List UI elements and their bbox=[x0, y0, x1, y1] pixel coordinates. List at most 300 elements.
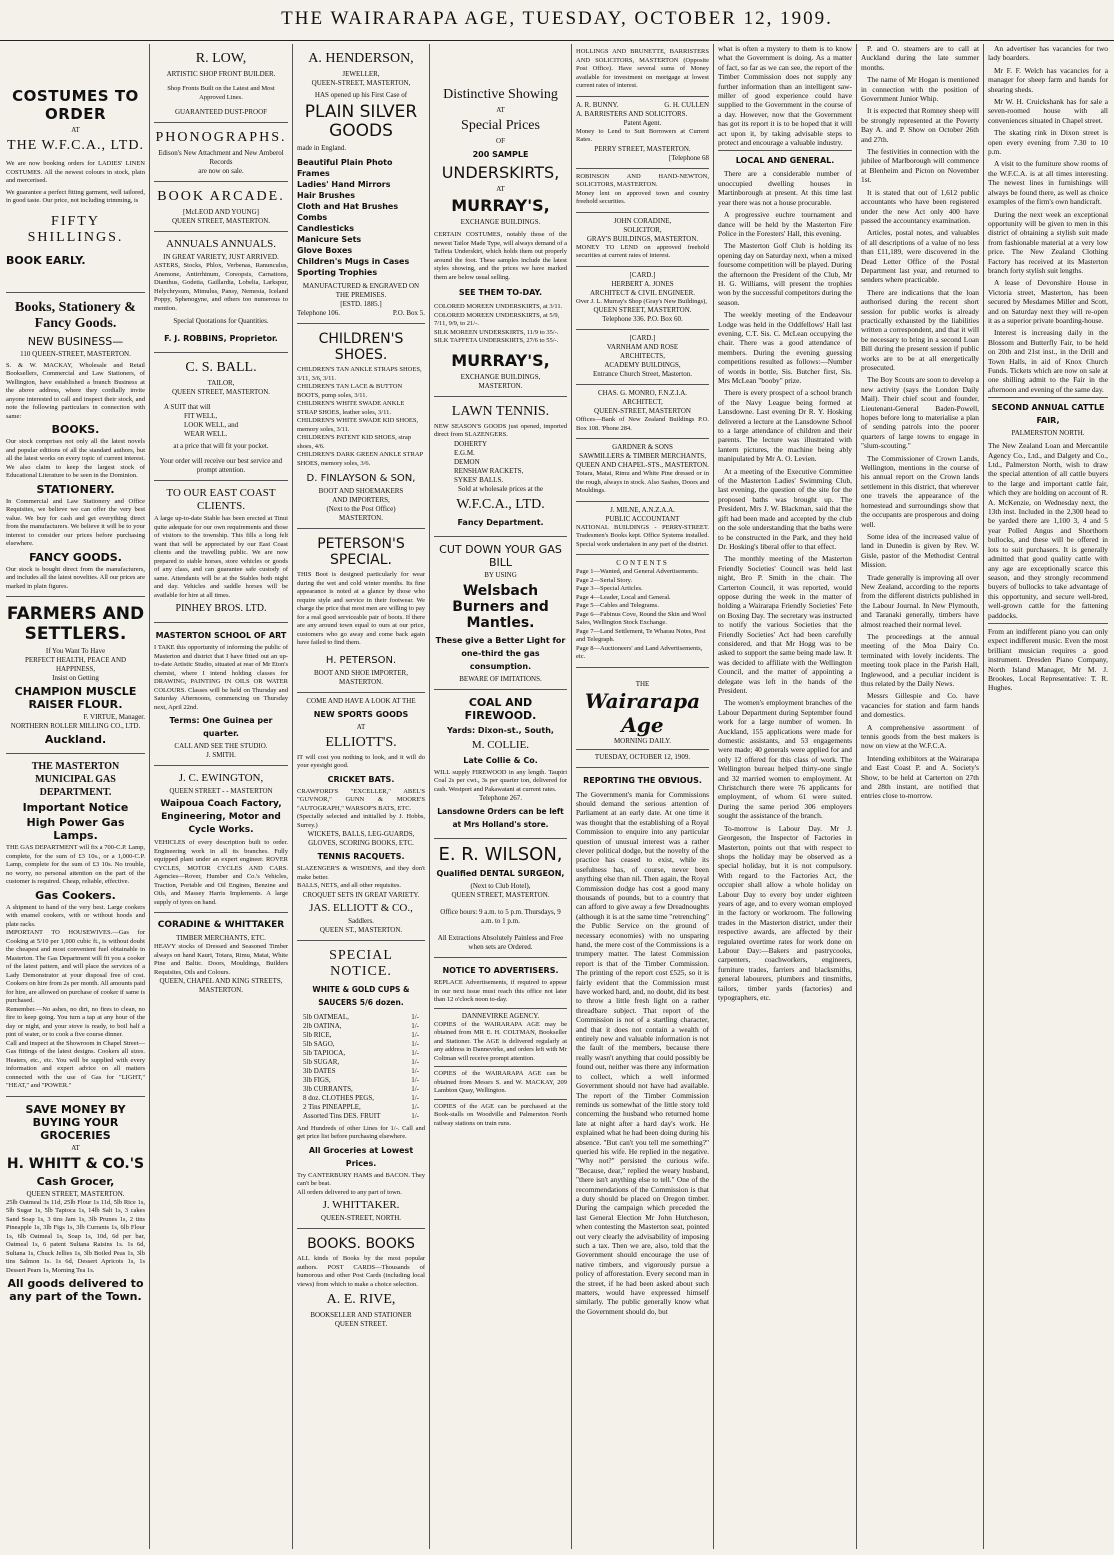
east-title: TO OUR EAST COAST CLIENTS. bbox=[166, 487, 276, 512]
news-item: The weekly meeting of the Endeavour Lodge was held in the Oddfellows' Hall last evening, C.T. Sis. C. McLean occupying the chair. There was a good attendance of members. During the evening guessing competitions resulted as follows:—Number of words in bottle, Sis. Butcher first, Sis. Mrs McLean "booby" prize. bbox=[718, 310, 852, 385]
news-item: The Commissioner of Crown Lands, Wellington, mentions in the course of his annual report on the Crown lands settlement in this district, that wherever one travels the appearance of the homestead and surroundings show that the occupants are prosperous and doing well. bbox=[861, 453, 979, 529]
cattle-body-2: From an indifferent piano you can only expect indifferent music. Even the most brilliant musician requires a good instrument. Dresden Piano Company, North Island Manager, Mr M. J. Brookes, Local Representative: T. R. Hughes. bbox=[988, 626, 1108, 693]
ewington-body: VEHICLES of every description built to order. Engineering work in all its branches. Fully equipped plant under an expert engineer. ROVER CYCLES, MOTOR CYCLES AND CARS. Agencies—Rover, Humber and Co.'s Vehicles, Traction, Portable and Oil Engines, Benzine and Oils, and Massey Harris Implements. A large supply of tyres on hand. bbox=[154, 839, 288, 906]
leader-continued: what is often a mystery to them is to know what the Government is doing. As a matter of fact, so far as we can see, the report of the Timber Commission does not supply any further information than an intelligent saw-miller of good experience could have supplied to the Government in the course of a day. However, now that the Government has got its report it is to be hoped that it will act upon it, by taking advisable steps to protect and encourage a valuable industry. bbox=[718, 44, 852, 148]
special-item-price: 1/- bbox=[411, 1111, 419, 1120]
news-item: The skating rink in Dixon street is open every evening from 7.30 to 10 p.m. bbox=[988, 128, 1108, 157]
special-item-name: 5lb RICE, bbox=[303, 1030, 332, 1039]
special-item-name: Assorted Tins DES. FRUIT bbox=[303, 1111, 381, 1120]
murray-see: SEE THEM TO-DAY. bbox=[458, 288, 543, 297]
elliott-come: COME AND HAVE A LOOK AT THE bbox=[306, 696, 416, 705]
welsbach-ad bbox=[434, 537, 567, 690]
gas-cookers: Gas Cookers. bbox=[35, 888, 116, 902]
varnham-name: VARNHAM AND ROSE bbox=[606, 343, 679, 351]
news-item: The Boy Scouts are soon to develop a new activity (says the London Daily Mail). Their chief scout and founder, Lieutenant-General Baden-Powell, hopes before long to materialise a plan of sending patrols into the poorer quarters of large towns to engage in "slum-scouting." bbox=[861, 375, 979, 451]
gas-call: Call and inspect at the Showroom in Chapel Street—Gas fittings of the latest designs. Cookers all sizes. Heaters, etc., etc. You will be supplied with every information and expert advice on all matters connected with the use of Gas for "LIGHT," "HEAT," and "POWER." bbox=[6, 1039, 145, 1089]
special-item-name: 5lb TAPIOCA, bbox=[303, 1048, 346, 1057]
ball-look: LOOK WELL, and bbox=[184, 421, 239, 429]
murray-at: AT bbox=[496, 106, 505, 114]
news-item: The festivities in connection with the jubilee of Marlborough will commence at Blenheim and Picton on November 1st. bbox=[861, 147, 979, 185]
henderson-goods: PLAIN SILVER GOODS bbox=[304, 102, 418, 141]
news-item: Mr F. F. Welch has vacancies for a manager for sheep farm and hands for shearing sheds. bbox=[988, 65, 1108, 94]
east-coast-ad bbox=[154, 481, 288, 623]
elliott-name: ELLIOTT'S. bbox=[325, 734, 397, 750]
jones-ad bbox=[576, 267, 709, 331]
shoes-title: CHILDREN'S SHOES. bbox=[318, 331, 404, 363]
special-item-price: 1/- bbox=[411, 1012, 419, 1021]
art-title: MASTERTON SCHOOL OF ART bbox=[155, 631, 287, 640]
books-body: S. & W. MACKAY, Wholesale and Retail Booksellers, Commercial and Law Stationers, of Wellington, have established a branch Business at the above address, where they cordially invite anyone interested to call and inspect their stock, and note the following particulars in connection with same: bbox=[6, 361, 145, 420]
whitt-addr: QUEEN STREET, MASTERTON. bbox=[26, 1189, 125, 1198]
monro-name: CHAS. G. MONRO, F.N.Z.I.A. bbox=[597, 389, 688, 397]
special-item-name: 5lb OATMEAL, bbox=[303, 1012, 349, 1021]
books-new: NEW BUSINESS— bbox=[27, 334, 124, 348]
paper-the: THE bbox=[635, 679, 650, 688]
special-item-name: 5lb SAGO, bbox=[303, 1039, 335, 1048]
news-item: Trade generally is improving all over New Zealand, according to the reports from the different districts published in the Labour Journal. In New Plymouth, and Taranaki generally, timbers have almost reached their normal level. bbox=[861, 572, 979, 629]
henderson-name: A. HENDERSON, bbox=[308, 51, 414, 66]
finlayson-next: (Next to the Post Office) bbox=[326, 505, 396, 513]
murray-showing: Distinctive Showing bbox=[443, 87, 558, 102]
column-3 bbox=[293, 44, 430, 1549]
gas-beware: BEWARE OF IMITATIONS. bbox=[459, 674, 542, 683]
coradine-whittaker-ad bbox=[154, 913, 288, 1000]
cattle-place: PALMERSTON NORTH. bbox=[1011, 429, 1085, 438]
tennis-item: DOHERTY bbox=[454, 439, 488, 448]
special-item-price: 1/- bbox=[411, 1030, 419, 1039]
monro-trade: ARCHITECT, bbox=[622, 398, 663, 406]
peterson-title: PETERSON'S SPECIAL. bbox=[317, 536, 405, 568]
elliott-tennis: TENNIS RACQUETS. bbox=[317, 852, 405, 861]
elliott-bats: CRAWFORD'S "EXCELLER," ABEL'S "GUVNOR," GUNN & MOORE'S "AUTOGRAPH," WARSOP'S BATS, ETC. bbox=[297, 787, 425, 812]
rive-body: ALL kinds of Books by the most popular authors. POST CARDS—Thousands of humorous and other Post Cards (including local views) from which to make a choice selection. bbox=[297, 1255, 425, 1288]
ball-name: C. S. BALL. bbox=[185, 360, 257, 375]
leader-article bbox=[576, 768, 709, 1317]
gas-notice: Important Notice bbox=[22, 801, 129, 814]
low-trade: ARTISTIC SHOP FRONT BUILDER. bbox=[166, 70, 276, 78]
murray-at2: AT bbox=[496, 185, 505, 193]
card-1: [CARD.] bbox=[629, 270, 656, 279]
cattle-title: SECOND ANNUAL CATTLE FAIR, bbox=[991, 403, 1105, 426]
paper-morning: MORNING DAILY. bbox=[613, 736, 672, 745]
special-price-row bbox=[303, 1040, 419, 1049]
robinson-money: Money lent on approved town and country freehold securities. bbox=[576, 189, 709, 205]
local-news-continued-2 bbox=[988, 44, 1108, 394]
books-title: Books, Stationery & Fancy Goods. bbox=[15, 299, 136, 331]
elliott-new: NEW SPORTS GOODS bbox=[313, 709, 409, 719]
coradine-body: HEAVY stocks of Dressed and Seasoned Timber always on hand Kauri, Totara, Rimu, Matai, White Pine and Baltic. Doors, Mouldings, Builders Requisites, Oils and Colours. bbox=[154, 943, 288, 976]
bunny-tel: [Telephone 68 bbox=[668, 153, 709, 162]
henderson-box: P.O. Box 5. bbox=[392, 309, 425, 317]
paper-date: TUESDAY, OCTOBER 12, 1909. bbox=[594, 752, 691, 761]
tennis-item: E.G.M. bbox=[454, 448, 475, 457]
gas-housewives: IMPORTANT TO HOUSEWIVES.—Gas for Cooking at 5/10 per 1,000 cubic ft., is without doubt the cheapest and most convenient fuel obtainable in Masterton. The Gas Department will fit you a cooker of the latest pattern, and will place the services of a Lady Demonstrator at your disposal free of cost. Cookers on hire from 2s per month. All amounts paid for hire, are allowed on purchase of cooker if same is purchased. bbox=[6, 929, 146, 1004]
tennis-item: DEMON bbox=[454, 457, 480, 466]
special-price-row bbox=[303, 1058, 419, 1067]
ewington-addr: QUEEN STREET - - MASTERTON bbox=[169, 787, 273, 795]
elliott-at: AT bbox=[356, 722, 366, 731]
leader-body: The Government's mania for Commissions should demand the serious attention of Parliament at an early date. At one time it was thought that the establishing of a Royal Commission to enquire into any particular question of unusual interest was a rather clever political dodge, but the novelty of the practice has ceased to exist, while its usefulness has, of course, never been anything else than nil. Then again, the Royal Commission dodge has cost a good many thousands of pounds, but to a country that can afford to give away a few Dreadnoughts (although it is at the same time "retrenching" the Public Service on the ground of necessary economies) with no unsparing hand, the mere cost of the Commissions is a trumpery matter. The latest Commission report is that of the Timber Commission. The printing of the report cost £525, so it is fairly evident that the Commission must have worked hard, and, no doubt, did its best to throw a little fresh light on a rather threadbare subject. That report of the Commission is not of a startling character, and that it does not contain a wealth of entirely new and valuable information is not the fault of the members, because there really wasn't anything that could possibly be found out, neither was there any information to collect, which a well informed Government should not have had available. The report of the Timber Commission reminds us somewhat of the little story told concerning the husband who returned home late at night after a hard day's work. He explained what he had been doing during his absence. "But can't you tell me something?" queried his wife. He replied in the negative. "Why not?" persisted the curious wife. "Because, dear," replied the weary husband, "there isn't anything else to tell." One of the recommendations of the Commission is that a duty should be placed on Oregon timber. During the campaign which preceded the last General Election Mr John Hutcheson, when contesting the Masterton seat, pointed out very clearly the advisability of imposing such a tax. Then we are, also, told that the Government should encourage the use of native timbers, and vigorously pursue a policy of afforestation. Every second man in the street, if he had been asked about such matters, would have expressed himself similarly. The public generally know what the Government should do, but bbox=[576, 789, 709, 1316]
special-item-price: 1/- bbox=[411, 1066, 419, 1075]
special-item-price: 1/- bbox=[411, 1084, 419, 1093]
henderson-estd: [ESTD. 1885.] bbox=[340, 300, 382, 308]
special-price-row bbox=[303, 1103, 419, 1112]
special-item-name: 5lb SUGAR, bbox=[303, 1057, 340, 1066]
shoes-line: CHILDREN'S PATENT KID SHOES, strap shoes, 4/6. bbox=[297, 434, 412, 450]
ball-ad bbox=[154, 353, 288, 481]
whitt-at: AT bbox=[71, 1143, 80, 1152]
monro-addr: QUEEN-STREET, MASTERTON bbox=[594, 407, 691, 415]
tennis-body: NEW SEASON'S GOODS just opened, imported direct from SLAZENGERS. bbox=[434, 422, 567, 438]
arcade-addr: QUEEN STREET, MASTERTON. bbox=[171, 217, 271, 225]
bunny-name: A. R. BUNNY. bbox=[576, 100, 619, 109]
news-item: The Masterton Golf Club is holding its opening day on Saturday next, when a mixed foursome competition will be played. During the afternoon the President of the Club, Mr H. G. Williams, will present the trophies won by the successful competitors during the season. bbox=[718, 241, 852, 307]
whitt-delivered: All goods delivered to any part of the Town. bbox=[7, 1277, 144, 1303]
news-item: It is stated that out of 1,612 public accountants who have been registered under the new Act only 400 have passed the accountancy examination. bbox=[861, 187, 979, 225]
hollings: HOLLINGS AND BRUNETTE, BARRISTERS AND SOLICITORS, MASTERTON (Opposite Post Office). Have several sums of Money available for investment on mortgage at lowest current rates of interest. bbox=[576, 48, 709, 89]
murray-exch2: EXCHANGE BUILDINGS, bbox=[460, 372, 541, 381]
news-item: A comprehensive assortment of tennis goods from the best makers is now on view at the W.F.C.A. bbox=[861, 722, 979, 751]
peterson-ad bbox=[297, 529, 425, 693]
coradine-addr: GRAY'S BUILDINGS, MASTERTON. bbox=[586, 234, 699, 243]
farmers-if: If You Want To Have bbox=[45, 647, 106, 655]
coradine-title: CORADINE & WHITTAKER bbox=[157, 920, 285, 930]
news-item: Interest is increasing daily in the Blossom and Butterfly Fair, to be held on 20th and 21st inst., in the Drill and Town Halls, in aid of Knox Church Funds. Tickets which are now on sale at one shilling admit to the Fair in the afternoon and evening of the same day. bbox=[988, 328, 1108, 394]
elliott-cricket: CRICKET BATS. bbox=[327, 774, 395, 784]
special-price-row bbox=[303, 1049, 419, 1058]
special-item-name: 3lb CURRANTS, bbox=[303, 1084, 353, 1093]
tennis-sold: Sold at wholesale prices at the bbox=[458, 484, 543, 493]
elliott-addr: QUEEN ST., MASTERTON. bbox=[319, 925, 403, 934]
lawn-tennis-ad bbox=[434, 397, 567, 537]
murray-name: MURRAY'S, bbox=[451, 196, 550, 215]
special-price-row bbox=[303, 1094, 419, 1103]
news-item: Some idea of the increased value of land in Dunedin is given by Rev. W. Gisle, pastor of the Methodist Central Mission. bbox=[861, 531, 979, 570]
books-heading: BOOKS. bbox=[51, 423, 100, 436]
news-item: Messrs Gillespie and Co. have vacancies for station and farm hands and domestics. bbox=[861, 691, 979, 720]
contents-line: Page 2—Serial Story. bbox=[576, 576, 633, 584]
robinson: ROBINSON AND HAND-NEWTON, SOLICITORS, MASTERTON. bbox=[576, 172, 709, 188]
art-terms: Terms: One Guinea per quarter. bbox=[169, 716, 273, 738]
henderson-item: Beautiful Plain Photo Frames bbox=[297, 158, 393, 178]
special-intro: WHITE & GOLD CUPS & SAUCERS 5/6 dozen. bbox=[312, 984, 410, 1007]
shoes-line: CHILDREN'S WHITE SWADE ANKLE STRAP SHOES, leather soles, 3/11. bbox=[297, 400, 405, 416]
murray-name2: MURRAY'S, bbox=[451, 350, 550, 370]
news-item: Mr W. H. Cruickshank has for sale a seven-roomed house with all conveniences situated in Chapel street. bbox=[988, 97, 1108, 125]
gas-remember: Remember.—No ashes, no dirt, no fires to clean, no fire to keep going. You turn a tap at any hour of the day or night, and your stove is ready, to boil half a pint of water, or to cook a five course dinner. bbox=[6, 1005, 145, 1038]
notice-body: REPLACE Advertisements, if required to appear in our next issue must reach this office not later than 12 o'clock noon to-day. bbox=[434, 979, 567, 1003]
whitt-name: H. WHITT & CO.'S bbox=[6, 1155, 145, 1172]
varnham-entr: Entrance Church Street, Masterton. bbox=[593, 370, 692, 378]
tennis-firm: W.F.C.A., LTD. bbox=[456, 496, 545, 512]
news-item: There are a considerable number of unoccupied dwelling houses in Martinborough at present. At this time last year there was not a house procurable. bbox=[718, 169, 852, 207]
column-5 bbox=[572, 44, 714, 1549]
coradine-money: MONEY TO LEND on approved freehold securities at current rates of interest. bbox=[576, 243, 709, 259]
tennis-title: LAWN TENNIS. bbox=[451, 403, 550, 419]
column-2 bbox=[150, 44, 293, 1549]
leader-title: REPORTING THE OBVIOUS. bbox=[583, 775, 702, 785]
shoes-line: CHILDREN'S TAN ANKLE STRAPS SHOES, 3/11, 3/6, 3/11. bbox=[297, 366, 422, 382]
art-call: CALL AND SEE THE STUDIO. bbox=[174, 742, 268, 750]
pinhey: PINHEY BROS. LTD. bbox=[175, 603, 267, 614]
murray-ad bbox=[434, 44, 567, 397]
milne-body: NATIONAL BUILDINGS - PERRY-STREET. Tradesmen's Books kept. Office Systems installed. Special work undertaken in any part of the district. bbox=[576, 523, 709, 548]
henderson-tel: Telephone 106. bbox=[297, 309, 341, 317]
special-item-price: 1/- bbox=[411, 1102, 419, 1111]
shoes-line: CHILDREN'S WHITE SWADE KID SHOES, memory soles, 3/11. bbox=[297, 417, 419, 433]
art-body: I TAKE this opportunity of informing the public of Masterton and district that I have fitted out an up-to-date Artistic Studio, situated at rear of Mr Eton's chemist, where I intend holding classes for DRAWING, PAINTING IN OILS OR WATER COLOURS. Classes will be held on Thursday and Saturday Afternoons, commencing on Thursday next, April 22nd. bbox=[154, 644, 288, 711]
elliott-balls: BALLS, NETS, and all other requisites. bbox=[297, 882, 401, 889]
murray-line: COLORED MOREEN UNDERSKIRTS, at 5/9, 7/11, 9/9, to 21/-. bbox=[434, 311, 560, 327]
contents-line: Page 3—Special Articles. bbox=[576, 585, 643, 592]
stationery-heading: STATIONERY. bbox=[36, 482, 115, 496]
annuals-quote: Special Quotations for Quantities. bbox=[173, 317, 269, 325]
rive-ad bbox=[297, 1229, 425, 1334]
annuals-sub: IN GREAT VARIETY, JUST ARRIVED. bbox=[163, 253, 279, 261]
special-notice-ad bbox=[297, 941, 425, 1230]
cattle-body: The New Zealand Loan and Mercantile Agency Co., Ltd., and Dalgety and Co., Ltd., Palmerston North, wish to draw the special attention of all cattle buyers to the large and important cattle fair, which they are holding on account of R. A. McKenzie, on Wednesday next, the 13th inst. Included in the 2,300 head to be yarded there are 1,100 3, 4 and 5 year Polled Angus and Shorthorn bullocks, and these will be offered in lots to suit purchasers. It is generally admitted that good quality cattle with any age are exceptionally scarce this season, and they strongly recommend buyers of bullocks to take advantage of this opportunity, and secure well-bred, well-grown cattle for the fattening paddocks. bbox=[988, 441, 1108, 620]
coradine-addr: QUEEN, CHAPEL AND KING STREETS, MASTERTON. bbox=[159, 977, 283, 994]
gas-welsbach: Welsbach Burners and Mantles. bbox=[452, 582, 549, 631]
monro-ad bbox=[576, 385, 709, 439]
art-smith: J. SMITH. bbox=[206, 751, 236, 759]
jones-addr: QUEEN STREET, MASTERTON. bbox=[593, 306, 692, 314]
special-price-row bbox=[303, 1022, 419, 1031]
henderson-item: Cloth and Hat Brushes bbox=[297, 202, 399, 211]
fancy-body: Our stock is bought direct from the manufacturers, and includes all the latest novelties. All our prices are marked in plain figures. bbox=[6, 565, 145, 590]
annuals-body: ASTERS, Stocks, Phlox, Verbenas, Ranunculus, Anemone, Antirrhinum, Coreopsis, Carnations, Dianthus, Godetia, Gaillardia, Lobelia, Larkspur, Helychrysum, Mimulus, Pansy, Nemesia, Iceland Poppy, Sphenogyne, and others too numerous to mention. bbox=[154, 262, 288, 312]
peterson-trade: BOOT AND SHOE IMPORTER, bbox=[314, 668, 408, 677]
tennis-item: SYKES' BALLS. bbox=[454, 475, 504, 484]
column-8 bbox=[984, 44, 1112, 1549]
milne-trade: PUBLIC ACCOUNTANT bbox=[605, 514, 680, 523]
costumes-book: BOOK EARLY. bbox=[6, 253, 86, 267]
elliott-wickets: WICKETS, BALLS, LEG-GUARDS, GLOVES, SCORING BOOKS, ETC. bbox=[307, 830, 415, 847]
ball-fit: FIT WELL, bbox=[184, 412, 218, 420]
wilson-ad bbox=[434, 839, 567, 958]
murray-of: OF bbox=[496, 137, 505, 145]
news-item: P. and O. steamers are to call at Auckland during the late summer months. bbox=[861, 44, 979, 72]
special-lowest: All Groceries at Lowest Prices. bbox=[308, 1145, 414, 1168]
special-price-list bbox=[303, 1013, 419, 1121]
coal-name: M. COLLIE. bbox=[471, 738, 530, 751]
contents-title: CONTENTS bbox=[616, 559, 669, 567]
special-delivered: All orders delivered to any part of town. bbox=[297, 1188, 402, 1196]
henderson-item: Manicure Sets bbox=[297, 235, 362, 244]
low-name: R. LOW, bbox=[195, 51, 247, 66]
jones-name: HERBERT A. JONES bbox=[611, 279, 674, 288]
local-news-continued bbox=[861, 44, 979, 801]
jones-over: Over J. L. Murray's Shop (Gray's New Buildings), bbox=[576, 297, 707, 305]
hollings-ad bbox=[576, 44, 709, 97]
gas-title: THE MASTERTON MUNICIPAL GAS DEPARTMENT. bbox=[31, 761, 120, 798]
annuals-prop: F. J. ROBBINS, Proprietor. bbox=[164, 334, 278, 343]
whitt-save: SAVE MONEY BY BUYING YOUR GROCERIES bbox=[25, 1102, 126, 1142]
farmers-title: FARMERS AND SETTLERS. bbox=[6, 604, 145, 644]
tennis-item: RENSHAW RACKETS, bbox=[454, 466, 524, 475]
henderson-item: Glove Boxes bbox=[297, 246, 353, 255]
henderson-addr: QUEEN-STREET, MASTERTON, bbox=[311, 79, 411, 87]
column-4 bbox=[430, 44, 572, 1549]
gas-cookers-body: A shipment to hand of the very best. Large cookers with enamel cookers, with or without hoods and plate racks. bbox=[6, 903, 145, 928]
farmers-insist: Insist on Getting bbox=[52, 674, 99, 682]
rive-name: A. E. RIVE, bbox=[326, 1292, 396, 1307]
special-item-name: 3lb DATES bbox=[303, 1066, 336, 1075]
henderson-trade: JEWELLER, bbox=[342, 70, 380, 78]
coal-orders: Lansdowne Orders can be left at Mrs Holland's store. bbox=[437, 807, 564, 829]
special-try: Try CANTERBURY HAMS and BACON. They can't be beat. bbox=[297, 1171, 425, 1187]
fancy-heading: FANCY GOODS. bbox=[29, 550, 122, 564]
wilson-addr: QUEEN STREET, MASTERTON. bbox=[451, 891, 550, 899]
annuals-title: ANNUALS ANNUALS. bbox=[165, 238, 276, 250]
coradine-name: JOHN CORADINE, bbox=[613, 216, 672, 225]
gardner-addr: QUEEN AND CHAPEL-STS., MASTERTON. bbox=[576, 461, 709, 469]
henderson-mfg: MANUFACTURED & ENGRAVED ON THE PREMISES. bbox=[302, 282, 420, 299]
special-title: SPECIAL NOTICE. bbox=[329, 947, 393, 979]
rive-books: BOOKS. BOOKS bbox=[307, 1236, 415, 1252]
bunny-addr: PERRY STREET, MASTERTON. bbox=[594, 144, 691, 153]
phono-body: Edison's New Attachment and New Amberol Records bbox=[158, 149, 284, 166]
special-item-price: 1/- bbox=[411, 1057, 419, 1066]
rive-addr: QUEEN STREET. bbox=[334, 1320, 388, 1328]
coradine-trade: TIMBER MERCHANTS, ETC. bbox=[176, 934, 266, 942]
wilson-hours: Office hours: 9 a.m. to 5 p.m. Thursdays, 9 a.m. to 1 p.m. bbox=[440, 908, 561, 925]
contents-line: Page 8—Auctioneers' and Land Advertisements, etc. bbox=[576, 644, 703, 660]
column-6 bbox=[714, 44, 857, 1549]
card-2: [CARD.] bbox=[629, 334, 656, 342]
farmers-ad bbox=[6, 597, 145, 754]
varnham-bldg: ACADEMY BUILDINGS, bbox=[604, 361, 681, 369]
contents-box bbox=[576, 555, 709, 668]
paper-nameplate bbox=[576, 668, 709, 768]
books-addr: 110 QUEEN-STREET, MASTERTON. bbox=[20, 349, 131, 358]
costumes-body: We are now booking orders for LADIES' LINEN COSTUMES. All the newest colours in stock, plain and mercerised. bbox=[6, 160, 145, 184]
news-item: There is every prospect of a school branch of the Navy League being formed at Lansdowne. Last evening Dr R. Y. Hosking delivered a lecture at the Lansdowne School to a large attendance of children and their parents. The lecture was illustrated with lantern pictures, the machine being ably manipulated by Mr A. O. Levien. bbox=[718, 388, 852, 464]
arcade-sub: [McLEOD AND YOUNG] bbox=[183, 208, 259, 216]
special-item-price: 1/- bbox=[411, 1048, 419, 1057]
special-item-price: 1/- bbox=[411, 1093, 419, 1102]
bunny-firm: A. BARRISTERS AND SOLICITORS. bbox=[576, 109, 688, 118]
contents-line: Page 7—Land Settlement, Te Wharau Notes, Post and Telegraph. bbox=[576, 627, 706, 643]
henderson-item: Children's Mugs in Cases bbox=[297, 257, 410, 266]
whitt-cash: Cash Grocer, bbox=[36, 1174, 115, 1188]
gas-cut: CUT DOWN YOUR GAS BILL bbox=[439, 542, 562, 569]
monro-office: Offices—Bank of New Zealand Buildings P.O. Box 108. 'Phone 284. bbox=[576, 416, 709, 432]
east-body: A large up-to-date Stable has been erected at Tinui quite adequate for our own requirements and those of visitors to the township. This fills a long felt want that will be appreciated by our East Coast clients and the travelling public. We are now prepared to stable horses, store vehicles or goods of any class, and can guarantee safe custody of same. Attendants will be at the Stables both night and day. Vehicles and saddle horses will be available for hire at all times. bbox=[154, 515, 288, 599]
murray-body: CERTAIN COSTUMES, notably those of the newest Tailor Made Type, will always demand of a Taffeta Underskirt, which holds them out properly around the foot. These samples include the latest styles showing, and the prices we have marked them are below usual selling. bbox=[434, 231, 567, 281]
milne-ad bbox=[576, 502, 709, 556]
gas-better: These give a Better Light for one-third the gas consumption. bbox=[435, 635, 566, 671]
contents-line: Page 4—Leader, Local and General. bbox=[576, 593, 671, 601]
news-item: During the next week an exceptional opportunity will be given to men in this district of obtaining a stylish suit made from fashionable material at a very low price. The New Zealand Clothing Factory has received at its Masterton branch forty stylish suit lengths. bbox=[988, 209, 1108, 275]
henderson-made: made in England. bbox=[297, 144, 347, 152]
phonographs-ad bbox=[154, 123, 288, 182]
notice-title: NOTICE TO ADVERTISERS. bbox=[442, 966, 559, 975]
school-of-art-ad bbox=[154, 623, 288, 766]
news-item: The women's employment branches of the Labour Department during September found work for a large number of women. In Auckland, 155 applications were made for domestic assistants, and 53 engagements were made; 40 generals were applied for and only 12 offered for this class of work. The Wellington bureau helped thirty-one single and 32 married women to employment. At Christchurch there were 76 applicants for employment, of whom 61 were suited. During the same period 306 employers sought the assistance of the branch. bbox=[718, 698, 852, 821]
costumes-body2: We guarantee a perfect fitting garment, well tailored, in good taste. Our price, not including trimming, is bbox=[6, 188, 145, 204]
henderson-item: Hair Brushes bbox=[297, 191, 355, 200]
low-guar: GUARANTEED DUST-PROOF bbox=[174, 108, 268, 116]
whittaker-name: J. WHITTAKER. bbox=[322, 1199, 400, 1211]
farmers-virtue: F. VIRTUE, Manager. bbox=[83, 713, 145, 721]
gardner-body: Totara, Matai, Rimu and White Pine dressed or in the rough, always in stock. Also Sashes, Doors and Mouldings. bbox=[576, 470, 709, 494]
henderson-item: Ladies' Hand Mirrors bbox=[297, 180, 391, 189]
costumes-firm: THE W.F.C.A., LTD. bbox=[7, 138, 144, 153]
childrens-shoes-ad bbox=[297, 324, 425, 529]
elliott-spec: (Specially selected and initialled by J. Hobbs, Surrey.) bbox=[297, 813, 425, 829]
murray-sample: 200 SAMPLE bbox=[472, 150, 529, 159]
ball-suit: A SUIT that will bbox=[164, 403, 211, 411]
whitt-ad bbox=[6, 1097, 145, 1311]
henderson-item: Candlesticks bbox=[297, 224, 355, 233]
henderson-ad bbox=[297, 44, 425, 324]
elliott-tennis-body: SLAZENGER'S & WISDEN'S, and they don't make better. bbox=[297, 865, 425, 881]
special-item-name: 2 Tins PINEAPPLE, bbox=[303, 1102, 361, 1111]
peterson-city: MASTERTON. bbox=[339, 677, 383, 686]
bunny-cullen: G. H. CULLEN bbox=[664, 100, 709, 109]
contents-line: Page 5—Cables and Telegrams. bbox=[576, 602, 659, 609]
gardner-ad bbox=[576, 439, 709, 502]
coal-yards: Yards: Dixon-st., South, bbox=[447, 725, 554, 735]
gas-by: BY USING bbox=[484, 570, 517, 579]
shoes-line: CHILDREN'S TAN LACE & BUTTON BOOTS, pump soles, 3/11. bbox=[297, 383, 403, 399]
special-item-name: 8 doz. CLOTHES PEGS, bbox=[303, 1093, 374, 1102]
ewington-ad bbox=[154, 766, 288, 913]
column-1 bbox=[2, 44, 150, 1549]
costumes-at: AT bbox=[71, 126, 80, 134]
henderson-item: Combs bbox=[297, 213, 328, 222]
news-item: Articles, postal notes, and valuables of all descriptions of a value of no less than £11,189, were discovered in the Dead Letter Office of the Postal Department last year, and returned to senders where practicable. bbox=[861, 228, 979, 285]
low-body: Shop Fronts Built on the Latest and Most Approved Lines. bbox=[167, 85, 275, 101]
rive-trade: BOOKSELLER AND STATIONER bbox=[310, 1311, 412, 1319]
finlayson-imp: AND IMPORTERS, bbox=[332, 496, 390, 504]
farmers-health: PERFECT HEALTH, PEACE AND HAPPINESS, bbox=[24, 656, 127, 673]
varnham-trade: ARCHITECTS, bbox=[620, 352, 665, 360]
murray-city: MASTERTON. bbox=[478, 381, 523, 390]
henderson-intro: HAS opened up his First Case of bbox=[314, 91, 408, 99]
farmers-champion: CHAMPION MUSCLE RAISER FLOUR. bbox=[14, 685, 137, 711]
elliott-body: IT will cost you nothing to look, and it will do your eyesight good. bbox=[297, 753, 425, 769]
murray-line: SILK TAFFETA UNDERSKIRTS, 27/6 to 55/-. bbox=[434, 337, 559, 344]
whittaker-addr: QUEEN-STREET, NORTH. bbox=[320, 1214, 402, 1222]
special-price-row bbox=[303, 1085, 419, 1094]
finlayson-city: MASTERTON. bbox=[339, 514, 383, 522]
varnham-ad bbox=[576, 330, 709, 385]
notices-ad bbox=[434, 958, 567, 1133]
news-item: At a meeting of the Executive Committee of the Masterton Ladies' Swimming Club, last evening, the question of the site for the proposed baths was brought up. The President, Mrs J. W. Blackman, said that the gift had been made and accepted by the club on the sole understanding that the baths were to be constructed in the Park, and they held Dr. Hosking's liberal offer to that effect. bbox=[718, 466, 852, 551]
murray-line: COLORED MOREEN UNDERSKIRTS, at 3/11. bbox=[434, 303, 563, 310]
coal-tel: Telephone 267. bbox=[478, 794, 523, 802]
elliott-ad bbox=[297, 693, 425, 941]
elliott-croquet: CROQUET SETS IN GREAT VARIETY. bbox=[302, 890, 420, 899]
special-item-price: 1/- bbox=[411, 1075, 419, 1084]
news-item: The monthly meeting of the Masterton Friendly Societies' Council was held last night, Bro P. Smith in the chair. The Carterton Council, it was reported, would oppose during the week in the matter of holding a Wairarapa Friendly Societies' Fete on Boxing Day. The secretary was instructed to notify the various Societies that the Friendly Societies' Act had been carefully considered, and that Mr Hogg was to be asked to support the same being made law. It was decided to affiliate with the Wellington Council, and the matter of appointing a delegate was left in the hands of the President. bbox=[718, 554, 852, 695]
copies-2: COPIES of the WAIRARAPA AGE can be obtained from Messrs S. and W. MACKAY, 209 Lambton Quay, Wellington. bbox=[434, 1070, 567, 1094]
coal-ad bbox=[434, 690, 567, 840]
news-item: A visit to the furniture show rooms of the W.F.C.A. is at all times interesting. The newest lines in furnishings will always be found there, as well as choice examples of the firm's own handicraft. bbox=[988, 159, 1108, 207]
news-item: The name of Mr Hogan is mentioned in connection with the position of Government Junior Whip. bbox=[861, 75, 979, 104]
special-price-row bbox=[303, 1031, 419, 1040]
news-item: Intending exhibitors at the Wairarapa and East Coast P. and A. Society's Show, to be held at Carterton on 27th and 28th instant, are notified that entries close to-morrow. bbox=[861, 753, 979, 801]
wilson-trade: Qualified DENTAL SURGEON, bbox=[436, 869, 565, 878]
shoes-line: CHILDREN'S DARK GREEN ANKLE STRAP SHOES, memory soles, 3/6. bbox=[297, 451, 423, 467]
wilson-all: All Extractions Absolutely Painless and Free when sets are Ordered. bbox=[437, 934, 564, 951]
copies-3: COPIES of the AGE can be purchased at the Book-stalls on Woodville and Palmerston North railway stations on train runs. bbox=[434, 1102, 567, 1127]
gas-department-ad bbox=[6, 754, 145, 1097]
murray-line: SILK MOREEN UNDERSKIRTS, 11/9 to 35/-. bbox=[434, 328, 559, 336]
news-item: There are indications that the loan authorised during the recent short session for public works is already practically exhausted by the liabilities written a correspondent, and that it will be necessary to bring in a second Loan Bill during the present session if public works are to be at all energetically prosecuted. bbox=[861, 287, 979, 372]
